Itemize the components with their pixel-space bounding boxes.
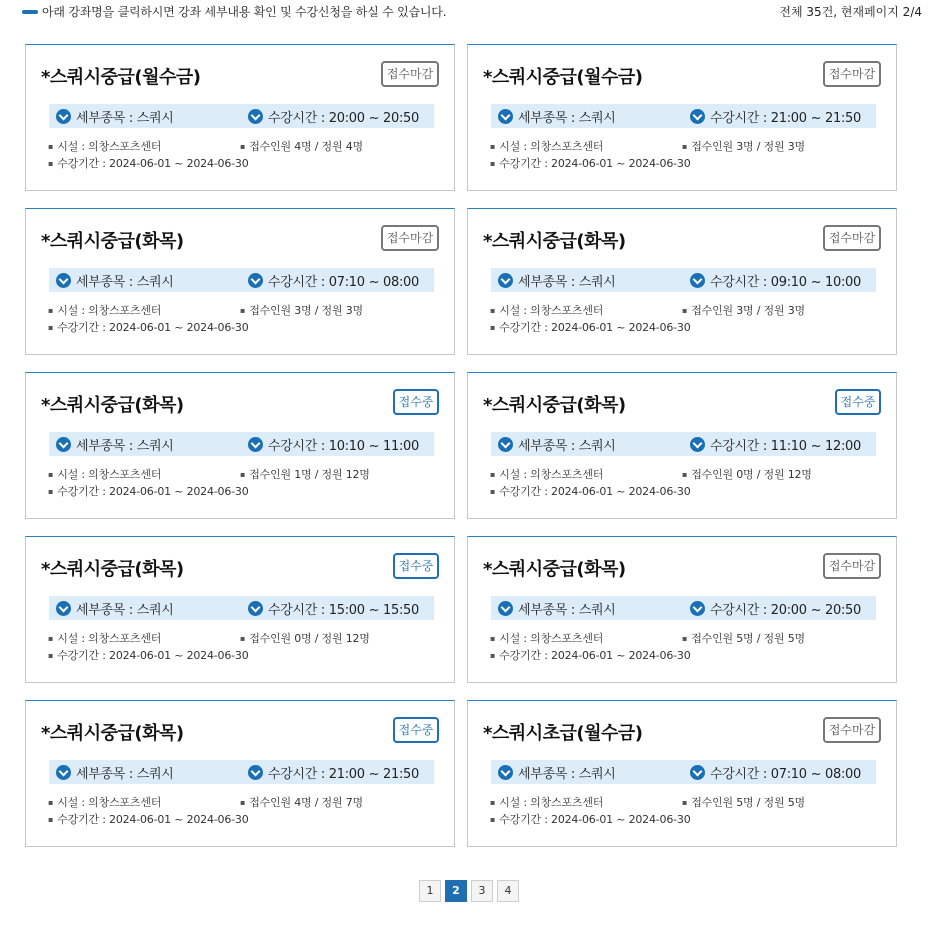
check-circle-icon bbox=[690, 601, 705, 616]
facility-text: ▪ 시설 : 의창스포츠센터 bbox=[48, 630, 161, 646]
sport-info bbox=[498, 271, 616, 290]
time-info bbox=[248, 435, 419, 454]
period-text: ▪ 수강기간 : 2024-06-01 ~ 2024-06-30 bbox=[48, 319, 249, 335]
enrollment-text: ▪ 접수인원 0명 / 정원 12명 bbox=[240, 630, 370, 646]
course-info-bar bbox=[491, 432, 876, 456]
course-title[interactable]: *스쿼시중급(월수금) bbox=[41, 67, 201, 88]
sport-label: 세부종목 : 스쿼시 bbox=[518, 275, 616, 290]
course-card[interactable] bbox=[25, 44, 455, 191]
list-header bbox=[0, 0, 940, 24]
time-label: 수강시간 : 20:00 ~ 20:50 bbox=[268, 111, 419, 126]
status-badge-closed[interactable]: 접수마감 bbox=[823, 61, 881, 87]
course-info-bar bbox=[49, 268, 434, 292]
time-label: 수강시간 : 09:10 ~ 10:00 bbox=[710, 275, 861, 290]
course-card[interactable] bbox=[25, 536, 455, 683]
time-label: 수강시간 : 21:00 ~ 21:50 bbox=[710, 111, 861, 126]
check-circle-icon bbox=[690, 765, 705, 780]
status-badge-open[interactable]: 접수중 bbox=[393, 553, 439, 579]
check-circle-icon bbox=[248, 437, 263, 452]
course-info-bar bbox=[491, 104, 876, 128]
status-badge-closed[interactable]: 접수마감 bbox=[823, 717, 881, 743]
course-title[interactable]: *스쿼시중급(화목) bbox=[41, 231, 184, 252]
status-badge-closed[interactable]: 접수마감 bbox=[381, 61, 439, 87]
sport-info bbox=[498, 435, 616, 454]
course-info-bar bbox=[49, 596, 434, 620]
time-label: 수강시간 : 07:10 ~ 08:00 bbox=[710, 767, 861, 782]
time-label: 수강시간 : 10:10 ~ 11:00 bbox=[268, 439, 419, 454]
check-circle-icon bbox=[248, 601, 263, 616]
enrollment-text: ▪ 접수인원 4명 / 정원 7명 bbox=[240, 794, 363, 810]
status-badge-closed[interactable]: 접수마감 bbox=[381, 225, 439, 251]
period-text: ▪ 수강기간 : 2024-06-01 ~ 2024-06-30 bbox=[490, 647, 691, 663]
period-text: ▪ 수강기간 : 2024-06-01 ~ 2024-06-30 bbox=[48, 155, 249, 171]
time-label: 수강시간 : 07:10 ~ 08:00 bbox=[268, 275, 419, 290]
check-circle-icon bbox=[248, 109, 263, 124]
sport-info bbox=[56, 107, 174, 126]
sport-label: 세부종목 : 스쿼시 bbox=[518, 603, 616, 618]
check-circle-icon bbox=[498, 109, 513, 124]
course-title[interactable]: *스쿼시중급(화목) bbox=[483, 231, 626, 252]
course-card[interactable] bbox=[25, 700, 455, 847]
enrollment-text: ▪ 접수인원 4명 / 정원 4명 bbox=[240, 138, 363, 154]
check-circle-icon bbox=[56, 601, 71, 616]
course-title[interactable]: *스쿼시중급(화목) bbox=[483, 559, 626, 580]
check-circle-icon bbox=[56, 109, 71, 124]
status-badge-closed[interactable]: 접수마감 bbox=[823, 553, 881, 579]
facility-text: ▪ 시설 : 의창스포츠센터 bbox=[490, 630, 603, 646]
time-info bbox=[690, 763, 861, 782]
status-badge-closed[interactable]: 접수마감 bbox=[823, 225, 881, 251]
course-title[interactable]: *스쿼시중급(화목) bbox=[41, 559, 184, 580]
enrollment-text: ▪ 접수인원 3명 / 정원 3명 bbox=[682, 302, 805, 318]
course-info-bar bbox=[49, 760, 434, 784]
enrollment-text: ▪ 접수인원 5명 / 정원 5명 bbox=[682, 794, 805, 810]
sport-info bbox=[56, 763, 174, 782]
facility-text: ▪ 시설 : 의창스포츠센터 bbox=[490, 466, 603, 482]
course-info-bar bbox=[49, 432, 434, 456]
course-info-bar bbox=[491, 268, 876, 292]
facility-text: ▪ 시설 : 의창스포츠센터 bbox=[490, 794, 603, 810]
period-text: ▪ 수강기간 : 2024-06-01 ~ 2024-06-30 bbox=[48, 811, 249, 827]
course-title[interactable]: *스쿼시중급(월수금) bbox=[483, 67, 643, 88]
course-card[interactable] bbox=[25, 372, 455, 519]
sport-info bbox=[498, 107, 616, 126]
status-badge-open[interactable]: 접수중 bbox=[393, 717, 439, 743]
enrollment-text: ▪ 접수인원 3명 / 정원 3명 bbox=[240, 302, 363, 318]
check-circle-icon bbox=[56, 765, 71, 780]
course-card[interactable] bbox=[467, 208, 897, 355]
course-title[interactable]: *스쿼시중급(화목) bbox=[483, 395, 626, 416]
sport-label: 세부종목 : 스쿼시 bbox=[76, 439, 174, 454]
sport-label: 세부종목 : 스쿼시 bbox=[76, 603, 174, 618]
time-info bbox=[690, 271, 861, 290]
period-text: ▪ 수강기간 : 2024-06-01 ~ 2024-06-30 bbox=[490, 155, 691, 171]
time-info bbox=[690, 599, 861, 618]
notice-text: 아래 강좌명을 클릭하시면 강좌 세부내용 확인 및 수강신청을 하실 수 있습니다. bbox=[42, 5, 447, 19]
time-info bbox=[690, 107, 861, 126]
period-text: ▪ 수강기간 : 2024-06-01 ~ 2024-06-30 bbox=[490, 319, 691, 335]
facility-text: ▪ 시설 : 의창스포츠센터 bbox=[490, 302, 603, 318]
time-label: 수강시간 : 21:00 ~ 21:50 bbox=[268, 767, 419, 782]
period-text: ▪ 수강기간 : 2024-06-01 ~ 2024-06-30 bbox=[48, 483, 249, 499]
sport-info bbox=[56, 271, 174, 290]
sport-label: 세부종목 : 스쿼시 bbox=[76, 767, 174, 782]
time-info bbox=[248, 107, 419, 126]
sport-label: 세부종목 : 스쿼시 bbox=[518, 439, 616, 454]
page-link-1[interactable]: 1 bbox=[419, 880, 441, 902]
total-count: 전체 35건, 현재페이지 2/4 bbox=[779, 5, 922, 19]
course-card[interactable] bbox=[467, 44, 897, 191]
time-info bbox=[248, 599, 419, 618]
page-link-2[interactable]: 2 bbox=[445, 880, 467, 902]
page-link-4[interactable]: 4 bbox=[497, 880, 519, 902]
check-circle-icon bbox=[56, 437, 71, 452]
check-circle-icon bbox=[690, 273, 705, 288]
period-text: ▪ 수강기간 : 2024-06-01 ~ 2024-06-30 bbox=[48, 647, 249, 663]
status-badge-open[interactable]: 접수중 bbox=[835, 389, 881, 415]
course-card[interactable] bbox=[467, 700, 897, 847]
page-link-3[interactable]: 3 bbox=[471, 880, 493, 902]
sport-info bbox=[498, 599, 616, 618]
check-circle-icon bbox=[498, 437, 513, 452]
time-label: 수강시간 : 20:00 ~ 20:50 bbox=[710, 603, 861, 618]
time-label: 수강시간 : 11:10 ~ 12:00 bbox=[710, 439, 861, 454]
check-circle-icon bbox=[498, 765, 513, 780]
course-info-bar bbox=[49, 104, 434, 128]
check-circle-icon bbox=[56, 273, 71, 288]
course-card[interactable] bbox=[467, 536, 897, 683]
check-circle-icon bbox=[498, 273, 513, 288]
time-label: 수강시간 : 15:00 ~ 15:50 bbox=[268, 603, 419, 618]
facility-text: ▪ 시설 : 의창스포츠센터 bbox=[490, 138, 603, 154]
period-text: ▪ 수강기간 : 2024-06-01 ~ 2024-06-30 bbox=[490, 811, 691, 827]
facility-text: ▪ 시설 : 의창스포츠센터 bbox=[48, 466, 161, 482]
check-circle-icon bbox=[498, 601, 513, 616]
time-info bbox=[690, 435, 861, 454]
enrollment-text: ▪ 접수인원 3명 / 정원 3명 bbox=[682, 138, 805, 154]
time-info bbox=[248, 271, 419, 290]
course-title[interactable]: *스쿼시중급(화목) bbox=[41, 395, 184, 416]
status-badge-open[interactable]: 접수중 bbox=[393, 389, 439, 415]
course-card[interactable] bbox=[25, 208, 455, 355]
time-info bbox=[248, 763, 419, 782]
course-info-bar bbox=[491, 760, 876, 784]
facility-text: ▪ 시설 : 의창스포츠센터 bbox=[48, 138, 161, 154]
check-circle-icon bbox=[248, 765, 263, 780]
facility-text: ▪ 시설 : 의창스포츠센터 bbox=[48, 302, 161, 318]
period-text: ▪ 수강기간 : 2024-06-01 ~ 2024-06-30 bbox=[490, 483, 691, 499]
course-info-bar bbox=[491, 596, 876, 620]
course-card[interactable] bbox=[467, 372, 897, 519]
course-title[interactable]: *스쿼시초급(월수금) bbox=[483, 723, 643, 744]
enrollment-text: ▪ 접수인원 0명 / 정원 12명 bbox=[682, 466, 812, 482]
check-circle-icon bbox=[690, 437, 705, 452]
section-marker bbox=[22, 10, 38, 14]
sport-info bbox=[56, 435, 174, 454]
sport-label: 세부종목 : 스쿼시 bbox=[518, 767, 616, 782]
sport-label: 세부종목 : 스쿼시 bbox=[518, 111, 616, 126]
course-title[interactable]: *스쿼시중급(화목) bbox=[41, 723, 184, 744]
sport-label: 세부종목 : 스쿼시 bbox=[76, 275, 174, 290]
check-circle-icon bbox=[690, 109, 705, 124]
sport-label: 세부종목 : 스쿼시 bbox=[76, 111, 174, 126]
facility-text: ▪ 시설 : 의창스포츠센터 bbox=[48, 794, 161, 810]
enrollment-text: ▪ 접수인원 1명 / 정원 12명 bbox=[240, 466, 370, 482]
check-circle-icon bbox=[248, 273, 263, 288]
enrollment-text: ▪ 접수인원 5명 / 정원 5명 bbox=[682, 630, 805, 646]
sport-info bbox=[56, 599, 174, 618]
sport-info bbox=[498, 763, 616, 782]
